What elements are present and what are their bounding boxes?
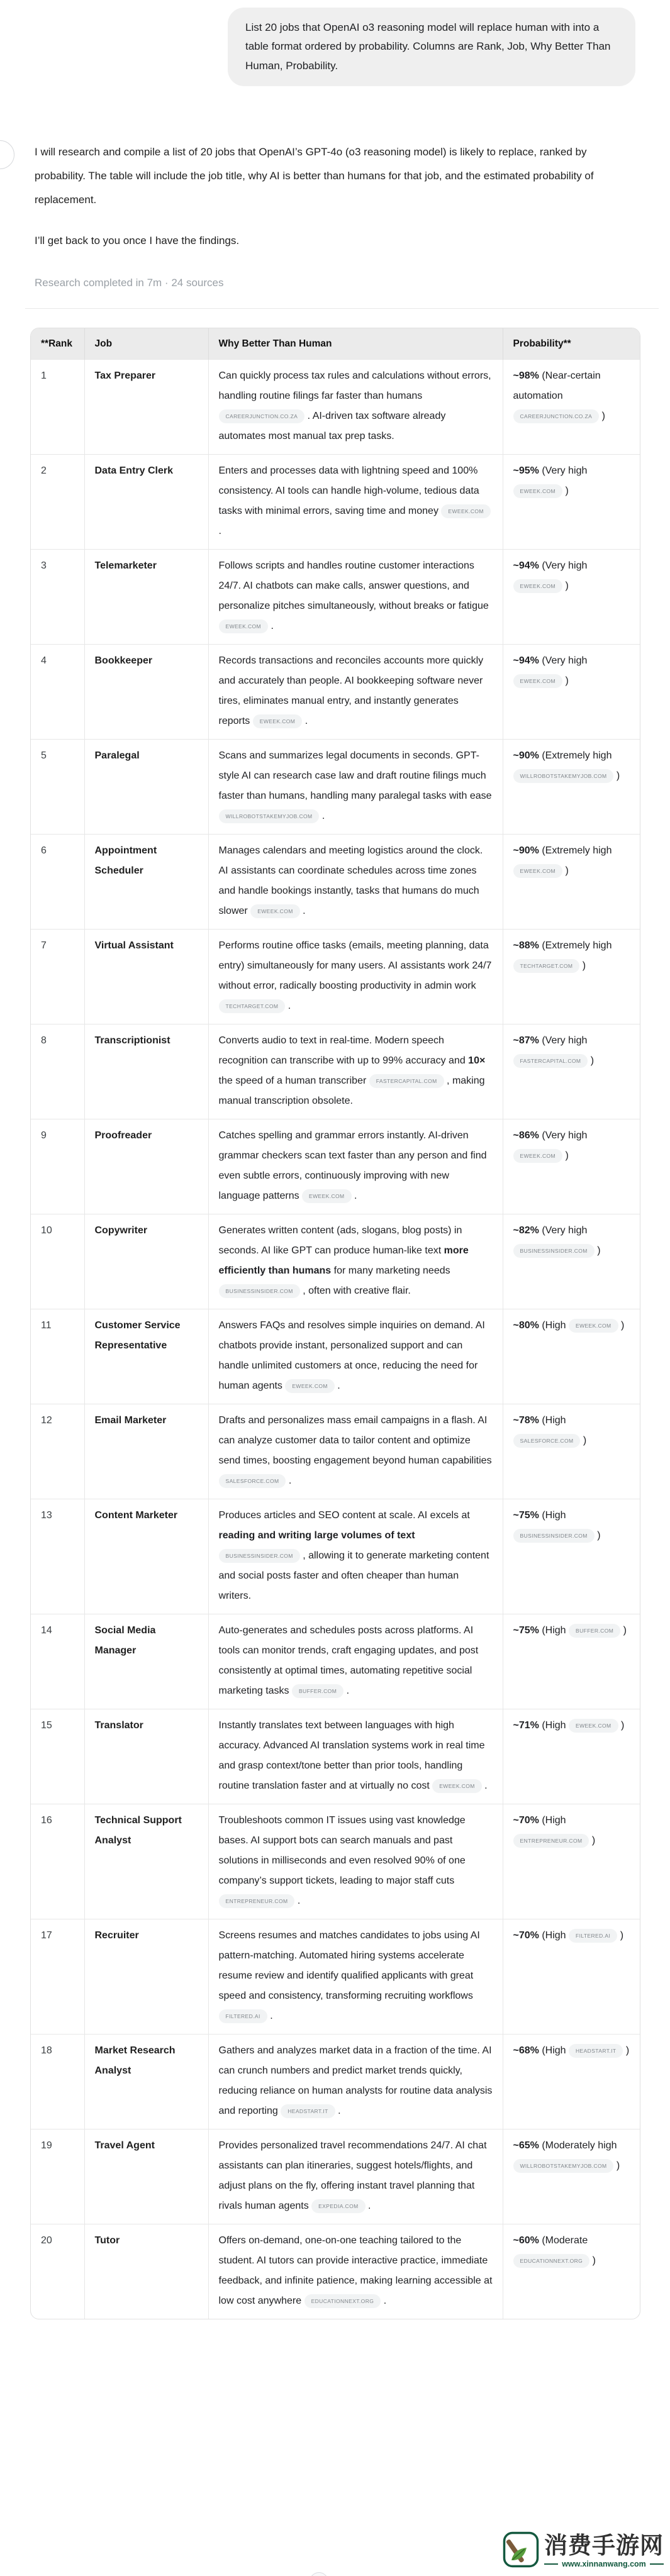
cell-text: )	[562, 486, 569, 496]
cell-text: )	[623, 2045, 630, 2056]
source-chip[interactable]: TECHTARGET.COM	[513, 959, 580, 973]
rank-cell: 9	[31, 1119, 84, 1214]
cell-text: .	[335, 2106, 341, 2116]
cell-text: .	[285, 1001, 291, 1011]
why-cell	[208, 1614, 503, 1709]
cell-text: (High	[539, 1320, 569, 1331]
cell-text: (High	[539, 1815, 566, 1826]
cell-text: .	[334, 1380, 340, 1391]
probability-cell	[503, 1804, 640, 1919]
source-chip[interactable]: WILLROBOTSTAKEMYJOB.COM	[513, 2159, 614, 2173]
source-chip[interactable]: WILLROBOTSTAKEMYJOB.COM	[219, 809, 320, 823]
cell-text: )	[562, 580, 569, 591]
why-cell	[208, 1404, 503, 1499]
rank-cell: 15	[31, 1709, 84, 1804]
watermark-logo-icon	[503, 2531, 539, 2571]
source-chip[interactable]: EWEEK.COM	[513, 1149, 563, 1163]
job-cell: Social Media Manager	[84, 1614, 208, 1709]
rank-cell: 5	[31, 740, 84, 835]
probability-cell	[503, 1919, 640, 2035]
probability-cell	[503, 1309, 640, 1404]
probability-cell	[503, 1709, 640, 1804]
why-cell	[208, 2129, 503, 2224]
bold-text: ~87%	[513, 1035, 539, 1046]
job-cell: Email Marketer	[84, 1404, 208, 1499]
table-row	[31, 835, 640, 930]
cell-text: .	[286, 1475, 292, 1486]
table-row	[31, 1804, 640, 1919]
job-cell: Telemarketer	[84, 550, 208, 645]
cell-text: .	[302, 716, 308, 726]
bold-text: ~90%	[513, 845, 539, 856]
probability-cell	[503, 645, 640, 740]
cell-text: )	[580, 1435, 587, 1446]
cell-text: (High	[539, 1625, 569, 1636]
source-chip[interactable]: HEADSTART.IT	[281, 2104, 335, 2118]
why-cell	[208, 645, 503, 740]
cell-text: Answers FAQs and resolves simple inquiries on demand. AI chatbots provide instant, personalized support and can handle unlimited customers at once, reducing the need for human agents	[218, 1320, 485, 1391]
cell-text: Generates written content (ads, slogans, blog posts) in seconds. AI like GPT can produce human-like text	[218, 1225, 462, 1256]
why-cell	[208, 740, 503, 835]
why-cell	[208, 550, 503, 645]
source-chip[interactable]: BUSINESSINSIDER.COM	[513, 1529, 595, 1543]
cell-text: Troubleshoots common IT issues using vast knowledge bases. AI support bots can search manuals and past solutions in milliseconds and even resolved 90% of one company’s support tickets, leading to major staff cuts	[218, 1815, 466, 1886]
jobs-table-header	[31, 328, 640, 360]
header-probability: Probability**	[503, 328, 640, 360]
watermark-dash-right	[650, 2563, 664, 2565]
bold-text: ~95%	[513, 465, 539, 476]
bold-text: ~82%	[513, 1225, 539, 1236]
probability-cell	[503, 1404, 640, 1499]
header-job: Job	[84, 328, 208, 360]
job-cell: Copywriter	[84, 1214, 208, 1309]
why-cell	[208, 1499, 503, 1614]
cell-text: . AI-driven tax software already automates most manual tax prep tasks.	[218, 411, 446, 441]
table-row	[31, 930, 640, 1024]
source-chip[interactable]: EWEEK.COM	[569, 1719, 618, 1733]
source-chip[interactable]: EWEEK.COM	[219, 619, 269, 633]
cell-text: for many marketing needs	[331, 1265, 450, 1276]
cell-text: Catches spelling and grammar errors instantly. AI-driven grammar checkers scan text faster than any person and find even subtle errors, continuously improving with new language patterns	[218, 1130, 487, 1201]
rank-cell: 8	[31, 1024, 84, 1119]
cell-text: (Near-certain automation	[513, 370, 601, 401]
job-cell: Proofreader	[84, 1119, 208, 1214]
cell-text: .	[481, 1780, 488, 1791]
cell-text: (Moderate	[539, 2235, 588, 2246]
table-row	[31, 2129, 640, 2224]
cell-text: (Extremely high	[539, 940, 612, 951]
source-chip[interactable]: CAREERJUNCTION.CO.ZA	[513, 409, 600, 423]
cell-text: )	[613, 770, 620, 781]
watermark-site-name: 消费手游网	[544, 2533, 664, 2559]
why-cell	[208, 1709, 503, 1804]
scroll-to-bottom-button[interactable]	[310, 2572, 328, 2576]
cell-text: (High	[539, 1930, 569, 1941]
cell-text: )	[618, 1320, 625, 1331]
rank-cell: 12	[31, 1404, 84, 1499]
job-cell: Bookkeeper	[84, 645, 208, 740]
source-chip[interactable]: BUSINESSINSIDER.COM	[219, 1549, 300, 1563]
table-row	[31, 360, 640, 455]
cell-text: (Very high	[539, 1225, 588, 1236]
cell-text: Offers on-demand, one-on-one teaching tailored to the student. AI tutors can provide interactive practice, immediate feedback, and infinite patience, making learning accessible at low cost anywhere	[218, 2235, 493, 2306]
cell-text: )	[594, 1245, 601, 1256]
why-cell	[208, 455, 503, 550]
probability-cell	[503, 1024, 640, 1119]
rank-cell: 17	[31, 1919, 84, 2035]
table-row	[31, 455, 640, 550]
cell-text: )	[562, 865, 569, 876]
cell-text: )	[613, 2160, 620, 2171]
table-row	[31, 1709, 640, 1804]
cell-text: Enters and processes data with lightning speed and 100% consistency. AI tools can handle high-volume, tedious data tasks with minimal errors, saving time and money	[218, 465, 479, 516]
source-chip[interactable]: BUFFER.COM	[569, 1624, 620, 1638]
cell-text: .	[299, 906, 306, 916]
cell-text: Performs routine office tasks (emails, meeting planning, data entry) simultaneously for many users. AI assistants work 24/7 without error, radically boosting productivity in admin work	[218, 940, 492, 991]
table-row	[31, 1119, 640, 1214]
cell-text: (Moderately high	[539, 2140, 617, 2151]
source-chip[interactable]: EWEEK.COM	[569, 1319, 618, 1333]
bold-text: ~75%	[513, 1510, 539, 1521]
assistant-avatar	[0, 140, 14, 169]
source-chip[interactable]: WILLROBOTSTAKEMYJOB.COM	[513, 769, 614, 783]
bold-text: reading and writing large volumes of text	[218, 1530, 415, 1541]
rank-cell: 2	[31, 455, 84, 550]
job-cell: Translator	[84, 1709, 208, 1804]
cell-text: , allowing it to generate marketing content and social posts faster and often cheaper than human writers.	[218, 1550, 489, 1601]
bold-text: ~86%	[513, 1130, 539, 1141]
rank-cell: 3	[31, 550, 84, 645]
rank-cell: 18	[31, 2035, 84, 2129]
assistant-paragraph-2: I’ll get back to you once I have the findings.	[35, 234, 240, 247]
rank-cell: 13	[31, 1499, 84, 1614]
rank-cell: 7	[31, 930, 84, 1024]
job-cell: Virtual Assistant	[84, 930, 208, 1024]
cell-text: the speed of a human transcriber	[218, 1075, 369, 1086]
table-row	[31, 550, 640, 645]
cell-text: Screens resumes and matches candidates to jobs using AI pattern-matching. Automated hiring systems accelerate resume review and identify qualified applicants with great speed and consistency, transforming recruiting workflows	[218, 1930, 480, 2001]
cell-text: .	[351, 1191, 357, 1201]
header-rank: **Rank	[31, 328, 84, 360]
source-chip[interactable]: EDUCATIONNEXT.ORG	[513, 2254, 590, 2268]
user-message-row	[0, 0, 670, 86]
probability-cell	[503, 1499, 640, 1614]
research-status-text: Research completed in 7m · 24 sources	[35, 276, 224, 289]
probability-cell	[503, 930, 640, 1024]
bold-text: ~94%	[513, 655, 539, 666]
table-row	[31, 1919, 640, 2035]
probability-cell	[503, 2035, 640, 2129]
bold-text: ~78%	[513, 1415, 539, 1426]
cell-text: )	[618, 1720, 625, 1731]
rank-cell: 1	[31, 360, 84, 455]
rank-cell: 11	[31, 1309, 84, 1404]
bold-text: ~68%	[513, 2045, 539, 2056]
job-cell: Travel Agent	[84, 2129, 208, 2224]
cell-text: Converts audio to text in real-time. Modern speech recognition can transcribe with up to 99% accuracy and	[218, 1035, 469, 1066]
probability-cell	[503, 455, 640, 550]
table-row	[31, 1214, 640, 1309]
cell-text: .	[267, 2011, 273, 2021]
cell-text: , making manual transcription obsolete.	[218, 1075, 485, 1106]
cell-text: Can quickly process tax rules and calculations without errors, handling routine filings far faster than humans	[218, 370, 491, 401]
cell-text: Produces articles and SEO content at scale. AI excels at	[218, 1510, 470, 1521]
probability-cell	[503, 1614, 640, 1709]
assistant-reply	[35, 140, 637, 253]
cell-text: (High	[539, 2045, 569, 2056]
probability-cell	[503, 550, 640, 645]
jobs-table	[31, 328, 640, 2319]
cell-text: )	[579, 960, 586, 971]
section-divider	[25, 308, 659, 309]
cell-text: Manages calendars and meeting logistics around the clock. AI assistants can coordinate schedules across time zones and handle bookings instantly, tasks that humans do much slower	[218, 845, 483, 916]
cell-text: .	[343, 1685, 350, 1696]
source-chip[interactable]: EWEEK.COM	[441, 504, 491, 518]
table-row	[31, 740, 640, 835]
cell-text: Instantly translates text between languages with high accuracy. Advanced AI translation systems work in real time and grasp context/tone better than prior tools, handling routine translation faster and at virtually no cost	[218, 1720, 485, 1791]
jobs-table-container	[30, 328, 640, 2319]
why-cell	[208, 2224, 503, 2319]
source-chip[interactable]: SALESFORCE.COM	[219, 1474, 286, 1488]
source-chip[interactable]: FILTERED.AI	[569, 1929, 617, 1943]
cell-text: )	[589, 2255, 596, 2266]
user-message-bubble: List 20 jobs that OpenAI o3 reasoning model will replace human with into a table format ordered by probability. Columns are Rank, Job, Why Better Than Human, Probability.	[228, 8, 635, 86]
cell-text: (Very high	[539, 560, 588, 571]
bold-text: ~70%	[513, 1930, 539, 1941]
job-cell: Data Entry Clerk	[84, 455, 208, 550]
rank-cell: 4	[31, 645, 84, 740]
cell-text: )	[562, 1150, 569, 1161]
cell-text: (High	[539, 1510, 566, 1521]
job-cell: Paralegal	[84, 740, 208, 835]
why-cell	[208, 1804, 503, 1919]
watermark-url-row	[544, 2560, 664, 2568]
bold-text: ~90%	[513, 750, 539, 761]
why-cell	[208, 930, 503, 1024]
probability-cell	[503, 1214, 640, 1309]
why-cell	[208, 1309, 503, 1404]
job-cell: Tutor	[84, 2224, 208, 2319]
source-chip[interactable]: EXPEDIA.COM	[311, 2199, 365, 2213]
cell-text: )	[599, 411, 606, 421]
table-row	[31, 1499, 640, 1614]
job-cell: Technical Support Analyst	[84, 1804, 208, 1919]
cell-text: .	[319, 811, 325, 821]
bold-text: ~98%	[513, 370, 539, 381]
cell-text: Scans and summarizes legal documents in seconds. GPT-style AI can research case law and draft routine filings much faster than humans, handling many paralegal tasks with ease	[218, 750, 492, 801]
rank-cell: 6	[31, 835, 84, 930]
rank-cell: 19	[31, 2129, 84, 2224]
cell-text: (Very high	[539, 1035, 588, 1046]
source-chip[interactable]: FASTERCAPITAL.COM	[369, 1074, 444, 1088]
bold-text: ~80%	[513, 1320, 539, 1331]
job-cell: Customer Service Representative	[84, 1309, 208, 1404]
source-chip[interactable]: FILTERED.AI	[219, 2009, 267, 2023]
job-cell: Tax Preparer	[84, 360, 208, 455]
job-cell: Content Marketer	[84, 1499, 208, 1614]
rank-cell: 20	[31, 2224, 84, 2319]
source-chip[interactable]: BUSINESSINSIDER.COM	[513, 1244, 595, 1258]
cell-text: (High	[539, 1720, 569, 1731]
cell-text: )	[562, 675, 569, 686]
table-row	[31, 1309, 640, 1404]
header-why: Why Better Than Human	[208, 328, 503, 360]
source-chip[interactable]: CAREERJUNCTION.CO.ZA	[219, 409, 305, 423]
cell-text: )	[588, 1055, 595, 1066]
source-chip[interactable]: EWEEK.COM	[513, 579, 563, 593]
source-chip[interactable]: EWEEK.COM	[513, 674, 563, 688]
source-chip[interactable]: HEADSTART.IT	[569, 2044, 623, 2058]
probability-cell	[503, 360, 640, 455]
bold-text: ~60%	[513, 2235, 539, 2246]
source-chip[interactable]: EWEEK.COM	[302, 1189, 352, 1203]
cell-text: .	[365, 2201, 371, 2211]
why-cell	[208, 1214, 503, 1309]
rank-cell: 14	[31, 1614, 84, 1709]
why-cell	[208, 1119, 503, 1214]
why-cell	[208, 360, 503, 455]
bold-text: ~71%	[513, 1720, 539, 1731]
cell-text: Provides personalized travel recommendations 24/7. AI chat assistants can plan itineraries, suggest hotels/flights, and adjust plans on the fly, offering instant travel planning that rivals human agents	[218, 2140, 487, 2211]
source-chip[interactable]: EWEEK.COM	[285, 1379, 335, 1393]
bold-text: ~88%	[513, 940, 539, 951]
probability-cell	[503, 835, 640, 930]
cell-text: )	[620, 1625, 627, 1636]
probability-cell	[503, 2224, 640, 2319]
cell-text: (Extremely high	[539, 845, 612, 856]
table-row	[31, 2224, 640, 2319]
cell-text: )	[594, 1530, 601, 1541]
cell-text: (High	[539, 1415, 566, 1426]
table-row	[31, 645, 640, 740]
probability-cell	[503, 1119, 640, 1214]
source-chip[interactable]: SALESFORCE.COM	[513, 1434, 581, 1448]
cell-text: .	[268, 621, 274, 631]
source-chip[interactable]: EDUCATIONNEXT.ORG	[304, 2294, 381, 2308]
source-chip[interactable]: BUSINESSINSIDER.COM	[219, 1284, 300, 1298]
cell-text: )	[617, 1930, 624, 1941]
source-chip[interactable]: EWEEK.COM	[513, 864, 563, 878]
why-cell	[208, 2035, 503, 2129]
watermark-text-column	[544, 2534, 664, 2568]
table-row	[31, 1404, 640, 1499]
watermark-dash-left	[544, 2563, 558, 2565]
rank-cell: 16	[31, 1804, 84, 1919]
why-cell	[208, 835, 503, 930]
source-chip[interactable]: EWEEK.COM	[432, 1779, 482, 1793]
bold-text: ~75%	[513, 1625, 539, 1636]
cell-text: (Very high	[539, 465, 588, 476]
cell-text: .	[218, 526, 221, 536]
source-chip[interactable]: ENTREPRENEUR.COM	[513, 1834, 589, 1848]
source-chip[interactable]: EWEEK.COM	[513, 484, 563, 498]
cell-text: Follows scripts and handles routine customer interactions 24/7. AI chatbots can make calls, answer questions, and personalize pitches simultaneously, without breaks or fatigue	[218, 560, 489, 611]
probability-cell	[503, 2129, 640, 2224]
table-row	[31, 1614, 640, 1709]
cell-text: (Extremely high	[539, 750, 612, 761]
table-row	[31, 1024, 640, 1119]
source-chip[interactable]: FASTERCAPITAL.COM	[513, 1054, 588, 1068]
source-chip[interactable]: BUFFER.COM	[292, 1684, 343, 1698]
cell-text: (Very high	[539, 655, 588, 666]
job-cell: Market Research Analyst	[84, 2035, 208, 2129]
rank-cell: 10	[31, 1214, 84, 1309]
watermark	[500, 2530, 666, 2572]
bold-text: more efficiently than humans	[218, 1245, 469, 1276]
bold-text: ~65%	[513, 2140, 539, 2151]
watermark-site-url: www.xinnanwang.com	[562, 2559, 646, 2568]
cell-text: .	[294, 1896, 301, 1906]
job-cell: Recruiter	[84, 1919, 208, 2035]
probability-cell	[503, 740, 640, 835]
bold-text: ~94%	[513, 560, 539, 571]
jobs-table-body	[31, 360, 640, 2319]
source-chip[interactable]: EWEEK.COM	[253, 714, 303, 728]
bold-text: ~70%	[513, 1815, 539, 1826]
job-cell: Transcriptionist	[84, 1024, 208, 1119]
cell-text: (Very high	[539, 1130, 588, 1141]
table-row	[31, 2035, 640, 2129]
cell-text: Records transactions and reconciles accounts more quickly and accurately than people. AI bookkeeping software never tires, eliminates manual entry, and instantly generates reports	[218, 655, 484, 726]
cell-text: Auto-generates and schedules posts across platforms. AI tools can monitor trends, craft engaging updates, and post consistently at optimal times, automating repetitive social marketing tasks	[218, 1625, 479, 1696]
cell-text: Gathers and analyzes market data in a fraction of the time. AI can crunch numbers and predict market trends quickly, reducing reliance on human analysts for routine data analysis and reporting	[218, 2045, 493, 2116]
cell-text: .	[381, 2296, 387, 2306]
job-cell: Appointment Scheduler	[84, 835, 208, 930]
cell-text: )	[589, 1835, 596, 1846]
cell-text: , often with creative flair.	[299, 1285, 411, 1296]
why-cell	[208, 1919, 503, 2035]
source-chip[interactable]: EWEEK.COM	[250, 904, 300, 918]
bold-text: 10×	[468, 1055, 486, 1066]
source-chip[interactable]: ENTREPRENEUR.COM	[219, 1894, 295, 1908]
assistant-paragraph-1: I will research and compile a list of 20 jobs that OpenAI’s GPT-4o (o3 reasoning model) is likely to replace, ranked by probability. The table will include the job title, why AI is better than humans for that job, and the estimated probability of replacement.	[35, 145, 594, 206]
cell-text: Drafts and personalizes mass email campaigns in a flash. AI can analyze customer data to tailor content and optimize send times, boosting engagement beyond human capabilities	[218, 1415, 492, 1466]
source-chip[interactable]: TECHTARGET.COM	[219, 999, 286, 1013]
why-cell	[208, 1024, 503, 1119]
